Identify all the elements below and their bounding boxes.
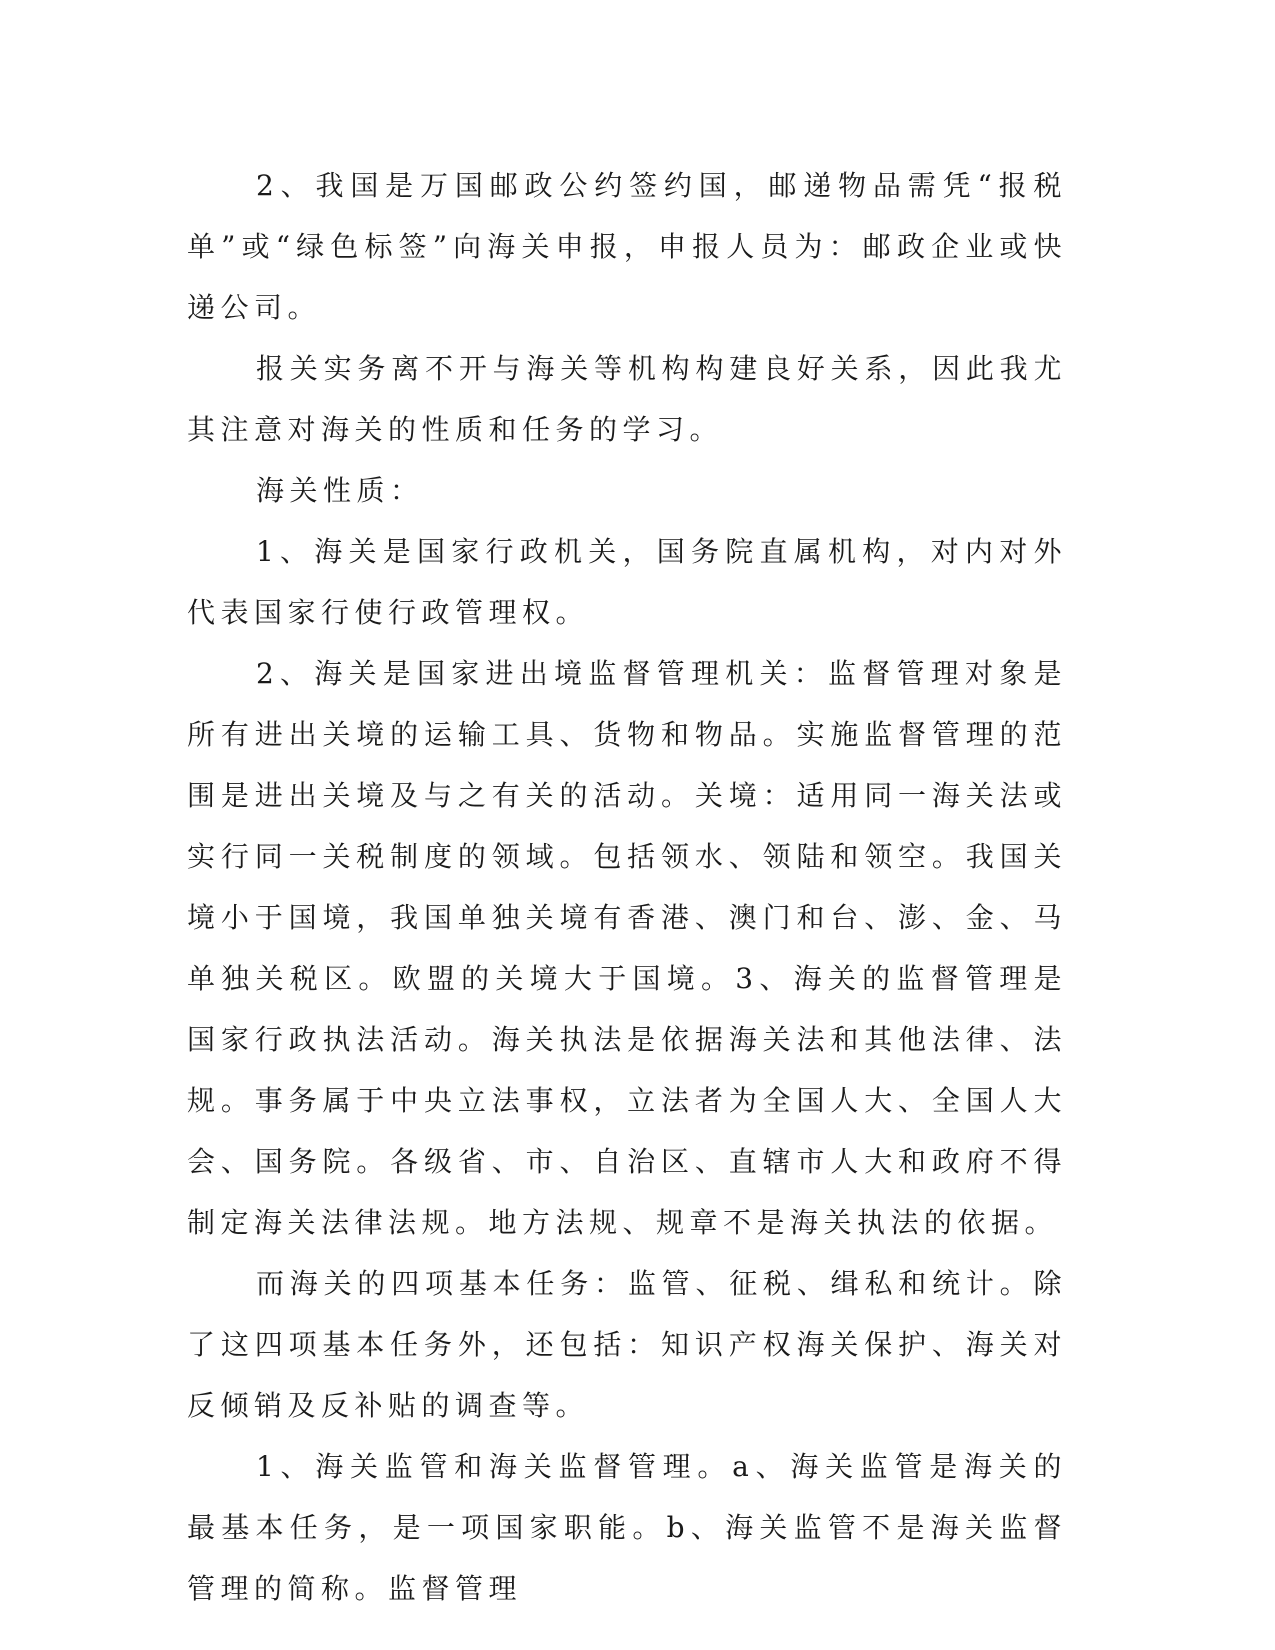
document-body: [187, 155, 1067, 1619]
paragraph-nature-2: 2、海关是国家进出境监督管理机关：监督管理对象是所有进出关境的运输工具、货物和物品。实施监督管理的范围是进出关境及与之有关的活动。关境：适用同一海关法或实行同一关税制度的领域。包括领水、领陆和领空。我国关境小于国境，我国单独关境有香港、澳门和台、澎、金、马单独关税区。欧盟的关境大于国境。3、海关的监督管理是国家行政执法活动。海关执法是依据海关法和其他法律、法规。事务属于中央立法事权，立法者为全国人大、全国人大会、国务院。各级省、市、自治区、直辖市人大和政府不得制定海关法律法规。地方法规、规章不是海关执法的依据。: [187, 657, 1067, 1239]
heading-customs-nature: 海关性质：: [256, 474, 424, 507]
paragraph-nature-1: 1、海关是国家行政机关，国务院直属机构，对内对外代表国家行使行政管理权。: [187, 535, 1067, 629]
paragraph-customs-relations: 报关实务离不开与海关等机构构建良好关系，因此我尤其注意对海关的性质和任务的学习。: [187, 352, 1067, 446]
paragraph-supervision: 1、海关监管和海关监督管理。a、海关监管是海关的最基本任务，是一项国家职能。b、海关监管不是海关监督管理的简称。监督管理: [187, 1450, 1067, 1605]
paragraph-postal-declaration: 2、我国是万国邮政公约签约国，邮递物品需凭“报税单”或“绿色标签”向海关申报，申报人员为：邮政企业或快递公司。: [187, 169, 1067, 324]
paragraph-basic-tasks: 而海关的四项基本任务：监管、征税、缉私和统计。除了这四项基本任务外，还包括：知识产权海关保护、海关对反倾销及反补贴的调查等。: [187, 1267, 1067, 1422]
